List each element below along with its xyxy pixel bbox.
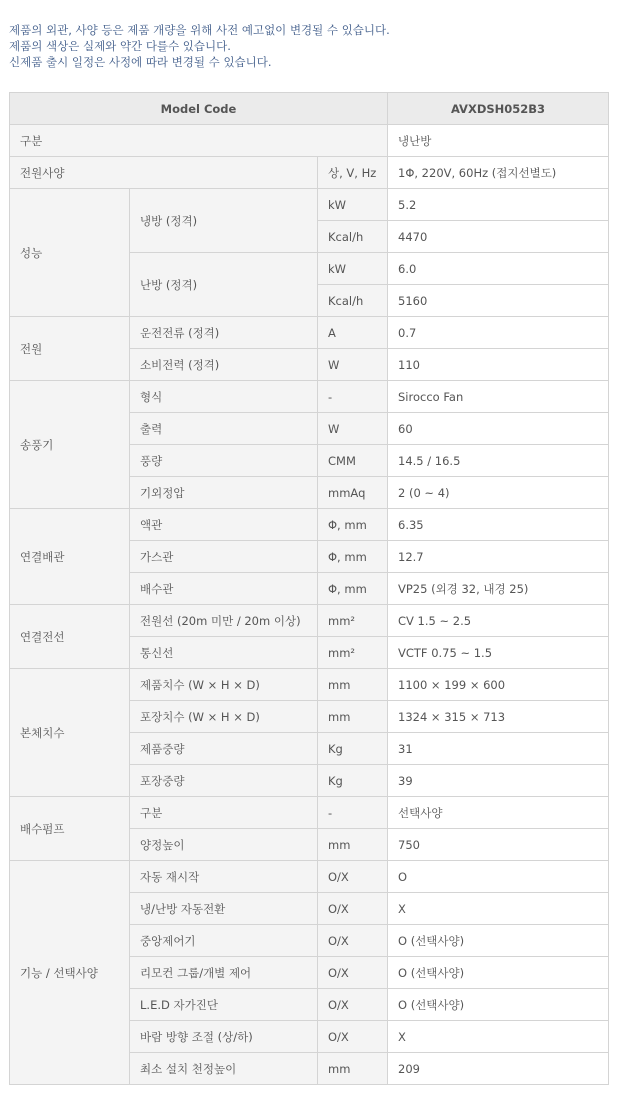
unit-cell: Kg (318, 765, 388, 797)
item-cell: 자동 재시작 (130, 861, 318, 893)
value-cell: 4470 (388, 221, 609, 253)
unit-cell: Kcal/h (318, 221, 388, 253)
spec-table (9, 92, 609, 1085)
unit-cell: Kg (318, 733, 388, 765)
value-cell: VP25 (외경 32, 내경 25) (388, 573, 609, 605)
value-cell: 5160 (388, 285, 609, 317)
value-cell: Sirocco Fan (388, 381, 609, 413)
table-row (10, 189, 609, 221)
unit-cell: kW (318, 189, 388, 221)
item-cell: 통신선 (130, 637, 318, 669)
value-cell: O (선택사양) (388, 989, 609, 1021)
table-row (10, 605, 609, 637)
unit-cell: O/X (318, 925, 388, 957)
table-row (10, 381, 609, 413)
unit-cell: Φ, mm (318, 573, 388, 605)
value-cell: 750 (388, 829, 609, 861)
unit-cell: O/X (318, 893, 388, 925)
value-cell: CV 1.5 ~ 2.5 (388, 605, 609, 637)
notice-line: 제품의 외관, 사양 등은 제품 개량을 위해 사전 예고없이 변경될 수 있습니다. (9, 23, 390, 37)
value-cell: 12.7 (388, 541, 609, 573)
unit-cell: O/X (318, 861, 388, 893)
model-code-label: Model Code (10, 93, 388, 125)
table-row (10, 861, 609, 893)
power-spec-unit: 상, V, Hz (318, 157, 388, 189)
unit-cell: CMM (318, 445, 388, 477)
item-cell: 전원선 (20m 미만 / 20m 이상) (130, 605, 318, 637)
value-cell: X (388, 1021, 609, 1053)
subgroup-label: 냉방 (정격) (130, 189, 318, 253)
value-cell: 60 (388, 413, 609, 445)
unit-cell: O/X (318, 957, 388, 989)
unit-cell: mm (318, 1053, 388, 1085)
value-cell: 6.35 (388, 509, 609, 541)
table-row (10, 509, 609, 541)
header-row (10, 93, 609, 125)
item-cell: 소비전력 (정격) (130, 349, 318, 381)
table-row (10, 669, 609, 701)
type-label: 구분 (10, 125, 388, 157)
item-cell: 양정높이 (130, 829, 318, 861)
value-cell: 선택사양 (388, 797, 609, 829)
item-cell: 냉/난방 자동전환 (130, 893, 318, 925)
value-cell: 1324 × 315 × 713 (388, 701, 609, 733)
unit-cell: mm (318, 701, 388, 733)
value-cell: 0.7 (388, 317, 609, 349)
item-cell: 포장치수 (W × H × D) (130, 701, 318, 733)
item-cell: 가스관 (130, 541, 318, 573)
unit-cell: mm (318, 829, 388, 861)
group-label: 전원 (10, 317, 130, 381)
unit-cell: O/X (318, 989, 388, 1021)
group-label: 본체치수 (10, 669, 130, 797)
unit-cell: mm² (318, 605, 388, 637)
item-cell: 최소 설치 천정높이 (130, 1053, 318, 1085)
item-cell: 기외정압 (130, 477, 318, 509)
table-row (10, 797, 609, 829)
type-value: 냉난방 (388, 125, 609, 157)
value-cell: O (선택사양) (388, 957, 609, 989)
unit-cell: kW (318, 253, 388, 285)
value-cell: X (388, 893, 609, 925)
value-cell: O (선택사양) (388, 925, 609, 957)
item-cell: 풍량 (130, 445, 318, 477)
item-cell: 구분 (130, 797, 318, 829)
unit-cell: - (318, 797, 388, 829)
value-cell: 2 (0 ~ 4) (388, 477, 609, 509)
group-label: 송풍기 (10, 381, 130, 509)
group-label: 성능 (10, 189, 130, 317)
group-label: 배수펌프 (10, 797, 130, 861)
notice-line: 신제품 출시 일정은 사정에 따라 변경될 수 있습니다. (9, 55, 272, 69)
power-spec-value: 1Φ, 220V, 60Hz (접지선별도) (388, 157, 609, 189)
notice-line: 제품의 색상은 실제와 약간 다를수 있습니다. (9, 39, 231, 53)
unit-cell: A (318, 317, 388, 349)
model-code-value: AVXDSH052B3 (388, 93, 609, 125)
unit-cell: mm² (318, 637, 388, 669)
value-cell: 1100 × 199 × 600 (388, 669, 609, 701)
unit-cell: W (318, 349, 388, 381)
value-cell: 31 (388, 733, 609, 765)
unit-cell: mm (318, 669, 388, 701)
item-cell: 운전전류 (정격) (130, 317, 318, 349)
unit-cell: Φ, mm (318, 509, 388, 541)
power-spec-label: 전원사양 (10, 157, 318, 189)
unit-cell: Φ, mm (318, 541, 388, 573)
unit-cell: O/X (318, 1021, 388, 1053)
item-cell: 형식 (130, 381, 318, 413)
subgroup-label: 난방 (정격) (130, 253, 318, 317)
group-label: 기능 / 선택사양 (10, 861, 130, 1085)
unit-cell: W (318, 413, 388, 445)
item-cell: 제품중량 (130, 733, 318, 765)
unit-cell: Kcal/h (318, 285, 388, 317)
item-cell: 액관 (130, 509, 318, 541)
type-row (10, 125, 609, 157)
power-spec-row (10, 157, 609, 189)
item-cell: L.E.D 자가진단 (130, 989, 318, 1021)
item-cell: 리모컨 그룹/개별 제어 (130, 957, 318, 989)
value-cell: 14.5 / 16.5 (388, 445, 609, 477)
value-cell: 6.0 (388, 253, 609, 285)
unit-cell: - (318, 381, 388, 413)
value-cell: 209 (388, 1053, 609, 1085)
group-label: 연결전선 (10, 605, 130, 669)
notice-text (9, 22, 390, 70)
value-cell: 110 (388, 349, 609, 381)
value-cell: O (388, 861, 609, 893)
value-cell: 39 (388, 765, 609, 797)
item-cell: 배수관 (130, 573, 318, 605)
item-cell: 제품치수 (W × H × D) (130, 669, 318, 701)
item-cell: 바람 방향 조절 (상/하) (130, 1021, 318, 1053)
table-row (10, 317, 609, 349)
unit-cell: mmAq (318, 477, 388, 509)
group-label: 연결배관 (10, 509, 130, 605)
item-cell: 포장중량 (130, 765, 318, 797)
value-cell: 5.2 (388, 189, 609, 221)
item-cell: 중앙제어기 (130, 925, 318, 957)
item-cell: 출력 (130, 413, 318, 445)
value-cell: VCTF 0.75 ~ 1.5 (388, 637, 609, 669)
